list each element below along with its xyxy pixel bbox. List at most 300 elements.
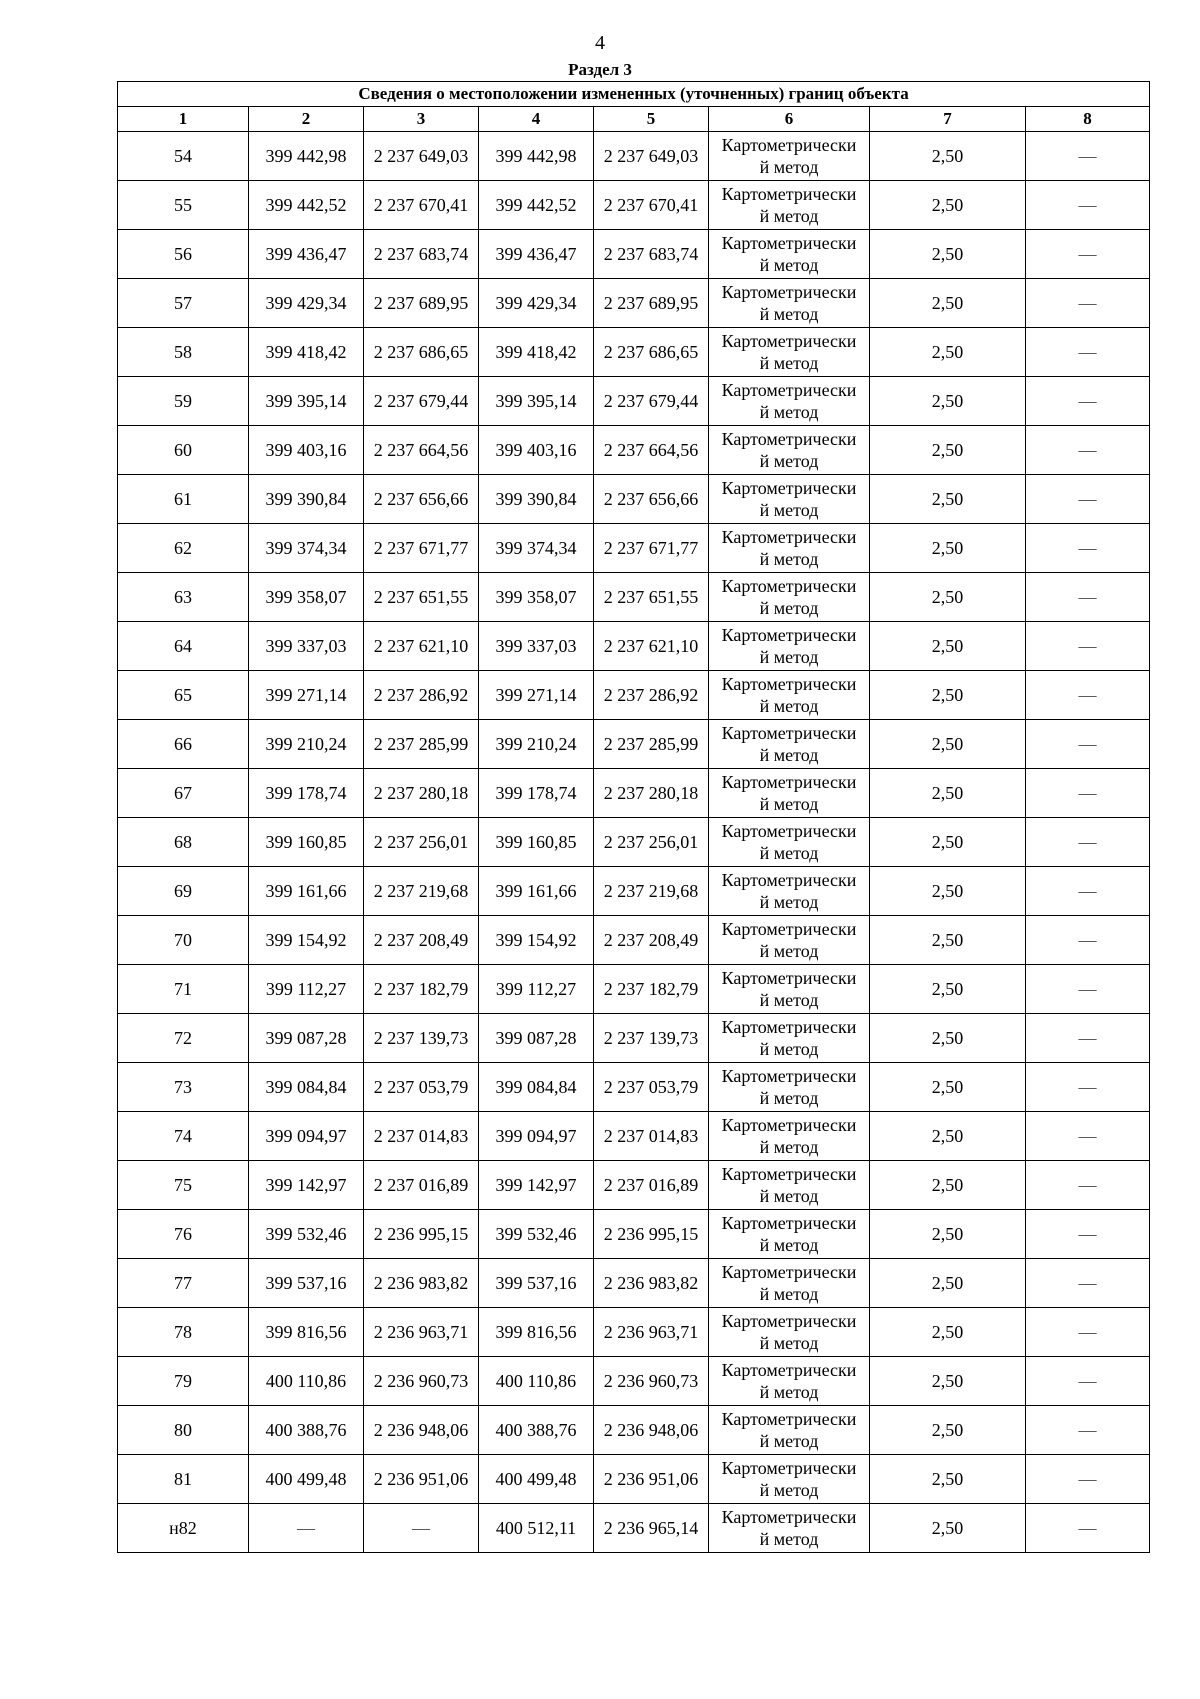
y-existing-cell: 2 237 664,56 bbox=[364, 426, 479, 475]
method-cell bbox=[709, 916, 870, 965]
y-existing-cell: 2 236 948,06 bbox=[364, 1406, 479, 1455]
method-text-line2: й метод bbox=[759, 1137, 819, 1157]
method-text-line2: й метод bbox=[759, 843, 819, 863]
method-text-line1: Картометрически bbox=[721, 821, 857, 841]
y-updated-cell: 2 237 621,10 bbox=[594, 622, 709, 671]
point-number-cell: 60 bbox=[118, 426, 249, 475]
table-row bbox=[118, 1259, 1150, 1308]
method-text-line1: Картометрически bbox=[721, 1507, 857, 1527]
y-existing-cell: 2 237 649,03 bbox=[364, 132, 479, 181]
note-cell: — bbox=[1026, 1063, 1150, 1112]
accuracy-cell: 2,50 bbox=[870, 475, 1026, 524]
y-existing-cell: 2 236 963,71 bbox=[364, 1308, 479, 1357]
point-number-cell: 77 bbox=[118, 1259, 249, 1308]
method-cell bbox=[709, 1210, 870, 1259]
y-existing-cell: 2 237 256,01 bbox=[364, 818, 479, 867]
table-row bbox=[118, 1014, 1150, 1063]
method-cell bbox=[709, 524, 870, 573]
note-cell: — bbox=[1026, 720, 1150, 769]
point-number-cell: 66 bbox=[118, 720, 249, 769]
y-updated-cell: 2 237 219,68 bbox=[594, 867, 709, 916]
y-updated-cell: 2 236 960,73 bbox=[594, 1357, 709, 1406]
method-text-line2: й метод bbox=[759, 1382, 819, 1402]
y-existing-cell: 2 237 671,77 bbox=[364, 524, 479, 573]
table-row bbox=[118, 720, 1150, 769]
accuracy-cell: 2,50 bbox=[870, 867, 1026, 916]
point-number-cell: 76 bbox=[118, 1210, 249, 1259]
method-text-line1: Картометрически bbox=[721, 233, 857, 253]
column-number: 2 bbox=[249, 107, 364, 132]
x-updated-cell: 399 178,74 bbox=[479, 769, 594, 818]
point-number-cell: 80 bbox=[118, 1406, 249, 1455]
x-updated-cell: 399 160,85 bbox=[479, 818, 594, 867]
method-cell bbox=[709, 769, 870, 818]
x-updated-cell: 399 087,28 bbox=[479, 1014, 594, 1063]
y-existing-cell: 2 237 651,55 bbox=[364, 573, 479, 622]
method-text-line1: Картометрически bbox=[721, 919, 857, 939]
y-existing-cell: 2 237 683,74 bbox=[364, 230, 479, 279]
y-updated-cell: 2 237 683,74 bbox=[594, 230, 709, 279]
point-number-cell: 67 bbox=[118, 769, 249, 818]
y-updated-cell: 2 237 679,44 bbox=[594, 377, 709, 426]
method-text-line1: Картометрически bbox=[721, 772, 857, 792]
x-updated-cell: 399 154,92 bbox=[479, 916, 594, 965]
accuracy-cell: 2,50 bbox=[870, 1210, 1026, 1259]
point-number-cell: н82 bbox=[118, 1504, 249, 1553]
method-text-line2: й метод bbox=[759, 451, 819, 471]
method-text-line1: Картометрически bbox=[721, 1066, 857, 1086]
note-cell: — bbox=[1026, 377, 1150, 426]
point-number-cell: 65 bbox=[118, 671, 249, 720]
method-cell bbox=[709, 867, 870, 916]
method-text-line1: Картометрически bbox=[721, 1409, 857, 1429]
point-number-cell: 72 bbox=[118, 1014, 249, 1063]
accuracy-cell: 2,50 bbox=[870, 671, 1026, 720]
table-row bbox=[118, 622, 1150, 671]
note-cell: — bbox=[1026, 524, 1150, 573]
x-existing-cell: 399 816,56 bbox=[249, 1308, 364, 1357]
method-text-line2: й метод bbox=[759, 1529, 819, 1549]
x-updated-cell: 400 512,11 bbox=[479, 1504, 594, 1553]
method-cell bbox=[709, 818, 870, 867]
y-existing-cell: 2 237 139,73 bbox=[364, 1014, 479, 1063]
y-updated-cell: 2 237 671,77 bbox=[594, 524, 709, 573]
table-row bbox=[118, 818, 1150, 867]
x-existing-cell: 399 094,97 bbox=[249, 1112, 364, 1161]
x-updated-cell: 399 142,97 bbox=[479, 1161, 594, 1210]
table-row bbox=[118, 475, 1150, 524]
note-cell: — bbox=[1026, 1357, 1150, 1406]
x-existing-cell: 399 390,84 bbox=[249, 475, 364, 524]
y-updated-cell: 2 237 016,89 bbox=[594, 1161, 709, 1210]
point-number-cell: 74 bbox=[118, 1112, 249, 1161]
point-number-cell: 55 bbox=[118, 181, 249, 230]
x-existing-cell: 399 436,47 bbox=[249, 230, 364, 279]
x-updated-cell: 399 337,03 bbox=[479, 622, 594, 671]
method-text-line1: Картометрически bbox=[721, 870, 857, 890]
method-text-line2: й метод bbox=[759, 206, 819, 226]
y-existing-cell: 2 237 182,79 bbox=[364, 965, 479, 1014]
y-existing-cell: 2 237 014,83 bbox=[364, 1112, 479, 1161]
accuracy-cell: 2,50 bbox=[870, 622, 1026, 671]
accuracy-cell: 2,50 bbox=[870, 1063, 1026, 1112]
method-text-line1: Картометрически bbox=[721, 135, 857, 155]
x-existing-cell: 399 178,74 bbox=[249, 769, 364, 818]
table-row bbox=[118, 573, 1150, 622]
y-updated-cell: 2 237 286,92 bbox=[594, 671, 709, 720]
accuracy-cell: 2,50 bbox=[870, 720, 1026, 769]
method-cell bbox=[709, 1504, 870, 1553]
y-updated-cell: 2 237 649,03 bbox=[594, 132, 709, 181]
accuracy-cell: 2,50 bbox=[870, 279, 1026, 328]
point-number-cell: 81 bbox=[118, 1455, 249, 1504]
method-cell bbox=[709, 671, 870, 720]
column-number-row bbox=[118, 107, 1150, 132]
x-existing-cell: 399 337,03 bbox=[249, 622, 364, 671]
method-cell bbox=[709, 1259, 870, 1308]
point-number-cell: 64 bbox=[118, 622, 249, 671]
method-cell bbox=[709, 426, 870, 475]
column-number: 8 bbox=[1026, 107, 1150, 132]
table-row bbox=[118, 230, 1150, 279]
column-number: 5 bbox=[594, 107, 709, 132]
x-existing-cell: 400 388,76 bbox=[249, 1406, 364, 1455]
y-existing-cell: 2 237 286,92 bbox=[364, 671, 479, 720]
point-number-cell: 57 bbox=[118, 279, 249, 328]
note-cell: — bbox=[1026, 818, 1150, 867]
y-updated-cell: 2 237 651,55 bbox=[594, 573, 709, 622]
method-text-line2: й метод bbox=[759, 353, 819, 373]
note-cell: — bbox=[1026, 1014, 1150, 1063]
y-updated-cell: 2 237 256,01 bbox=[594, 818, 709, 867]
x-updated-cell: 399 390,84 bbox=[479, 475, 594, 524]
note-cell: — bbox=[1026, 1406, 1150, 1455]
column-number: 1 bbox=[118, 107, 249, 132]
table-row bbox=[118, 426, 1150, 475]
method-text-line2: й метод bbox=[759, 255, 819, 275]
method-text-line1: Картометрически bbox=[721, 1311, 857, 1331]
method-cell bbox=[709, 1063, 870, 1112]
y-existing-cell: 2 237 280,18 bbox=[364, 769, 479, 818]
method-text-line2: й метод bbox=[759, 1088, 819, 1108]
y-updated-cell: 2 236 983,82 bbox=[594, 1259, 709, 1308]
x-existing-cell: 399 442,52 bbox=[249, 181, 364, 230]
note-cell: — bbox=[1026, 1112, 1150, 1161]
accuracy-cell: 2,50 bbox=[870, 573, 1026, 622]
method-text-line1: Картометрически bbox=[721, 674, 857, 694]
x-updated-cell: 399 161,66 bbox=[479, 867, 594, 916]
method-text-line2: й метод bbox=[759, 941, 819, 961]
y-existing-cell: 2 237 016,89 bbox=[364, 1161, 479, 1210]
point-number-cell: 75 bbox=[118, 1161, 249, 1210]
method-text-line2: й метод bbox=[759, 892, 819, 912]
y-existing-cell: 2 237 679,44 bbox=[364, 377, 479, 426]
method-cell bbox=[709, 1014, 870, 1063]
method-text-line1: Картометрически bbox=[721, 1213, 857, 1233]
note-cell: — bbox=[1026, 1259, 1150, 1308]
x-existing-cell: 399 142,97 bbox=[249, 1161, 364, 1210]
method-text-line2: й метод bbox=[759, 1039, 819, 1059]
y-updated-cell: 2 236 948,06 bbox=[594, 1406, 709, 1455]
x-updated-cell: 399 442,52 bbox=[479, 181, 594, 230]
point-number-cell: 78 bbox=[118, 1308, 249, 1357]
accuracy-cell: 2,50 bbox=[870, 230, 1026, 279]
note-cell: — bbox=[1026, 132, 1150, 181]
x-existing-cell: 399 395,14 bbox=[249, 377, 364, 426]
method-text-line2: й метод bbox=[759, 1186, 819, 1206]
accuracy-cell: 2,50 bbox=[870, 181, 1026, 230]
table-row bbox=[118, 328, 1150, 377]
method-text-line2: й метод bbox=[759, 500, 819, 520]
x-updated-cell: 399 429,34 bbox=[479, 279, 594, 328]
method-text-line1: Картометрически bbox=[721, 1017, 857, 1037]
method-cell bbox=[709, 1406, 870, 1455]
note-cell: — bbox=[1026, 1504, 1150, 1553]
table-row bbox=[118, 1406, 1150, 1455]
method-text-line1: Картометрически bbox=[721, 380, 857, 400]
accuracy-cell: 2,50 bbox=[870, 1259, 1026, 1308]
accuracy-cell: 2,50 bbox=[870, 818, 1026, 867]
x-updated-cell: 399 442,98 bbox=[479, 132, 594, 181]
table-row bbox=[118, 1112, 1150, 1161]
method-text-line1: Картометрически bbox=[721, 1458, 857, 1478]
method-text-line2: й метод bbox=[759, 696, 819, 716]
x-existing-cell: 399 374,34 bbox=[249, 524, 364, 573]
method-cell bbox=[709, 720, 870, 769]
method-text-line2: й метод bbox=[759, 157, 819, 177]
accuracy-cell: 2,50 bbox=[870, 377, 1026, 426]
accuracy-cell: 2,50 bbox=[870, 1357, 1026, 1406]
method-text-line1: Картометрически bbox=[721, 478, 857, 498]
table-caption: Сведения о местоположении измененных (уточненных) границ объекта bbox=[118, 82, 1150, 107]
note-cell: — bbox=[1026, 181, 1150, 230]
method-text-line2: й метод bbox=[759, 1235, 819, 1255]
point-number-cell: 61 bbox=[118, 475, 249, 524]
method-text-line1: Картометрически bbox=[721, 625, 857, 645]
x-existing-cell: 399 087,28 bbox=[249, 1014, 364, 1063]
accuracy-cell: 2,50 bbox=[870, 132, 1026, 181]
note-cell: — bbox=[1026, 573, 1150, 622]
x-updated-cell: 399 436,47 bbox=[479, 230, 594, 279]
y-existing-cell: 2 237 219,68 bbox=[364, 867, 479, 916]
method-cell bbox=[709, 475, 870, 524]
accuracy-cell: 2,50 bbox=[870, 426, 1026, 475]
x-updated-cell: 400 499,48 bbox=[479, 1455, 594, 1504]
note-cell: — bbox=[1026, 475, 1150, 524]
x-existing-cell: 399 271,14 bbox=[249, 671, 364, 720]
x-existing-cell: 399 403,16 bbox=[249, 426, 364, 475]
x-existing-cell: 399 112,27 bbox=[249, 965, 364, 1014]
table-row bbox=[118, 1357, 1150, 1406]
point-number-cell: 54 bbox=[118, 132, 249, 181]
accuracy-cell: 2,50 bbox=[870, 524, 1026, 573]
method-text-line1: Картометрически bbox=[721, 429, 857, 449]
method-cell bbox=[709, 1161, 870, 1210]
table-row bbox=[118, 1504, 1150, 1553]
accuracy-cell: 2,50 bbox=[870, 1112, 1026, 1161]
table-row bbox=[118, 1161, 1150, 1210]
point-number-cell: 62 bbox=[118, 524, 249, 573]
method-cell bbox=[709, 181, 870, 230]
method-text-line1: Картометрически bbox=[721, 527, 857, 547]
column-number: 3 bbox=[364, 107, 479, 132]
y-updated-cell: 2 237 656,66 bbox=[594, 475, 709, 524]
method-text-line2: й метод bbox=[759, 549, 819, 569]
table-row bbox=[118, 769, 1150, 818]
column-number: 6 bbox=[709, 107, 870, 132]
y-updated-cell: 2 237 664,56 bbox=[594, 426, 709, 475]
note-cell: — bbox=[1026, 426, 1150, 475]
note-cell: — bbox=[1026, 279, 1150, 328]
x-existing-cell: — bbox=[249, 1504, 364, 1553]
y-existing-cell: 2 237 053,79 bbox=[364, 1063, 479, 1112]
point-number-cell: 68 bbox=[118, 818, 249, 867]
y-updated-cell: 2 236 951,06 bbox=[594, 1455, 709, 1504]
x-existing-cell: 399 429,34 bbox=[249, 279, 364, 328]
y-updated-cell: 2 237 014,83 bbox=[594, 1112, 709, 1161]
method-text-line1: Картометрически bbox=[721, 1262, 857, 1282]
point-number-cell: 79 bbox=[118, 1357, 249, 1406]
y-updated-cell: 2 236 963,71 bbox=[594, 1308, 709, 1357]
table-row bbox=[118, 377, 1150, 426]
column-number: 7 bbox=[870, 107, 1026, 132]
table-row bbox=[118, 181, 1150, 230]
method-cell bbox=[709, 1112, 870, 1161]
x-updated-cell: 399 358,07 bbox=[479, 573, 594, 622]
y-existing-cell: 2 237 686,65 bbox=[364, 328, 479, 377]
page-number: 4 bbox=[595, 32, 605, 54]
y-existing-cell: 2 237 285,99 bbox=[364, 720, 479, 769]
y-updated-cell: 2 237 689,95 bbox=[594, 279, 709, 328]
y-updated-cell: 2 237 670,41 bbox=[594, 181, 709, 230]
method-text-line1: Картометрически bbox=[721, 1360, 857, 1380]
method-text-line2: й метод bbox=[759, 647, 819, 667]
x-updated-cell: 400 110,86 bbox=[479, 1357, 594, 1406]
note-cell: — bbox=[1026, 671, 1150, 720]
note-cell: — bbox=[1026, 622, 1150, 671]
y-existing-cell: 2 236 951,06 bbox=[364, 1455, 479, 1504]
method-text-line1: Картометрически bbox=[721, 723, 857, 743]
y-updated-cell: 2 237 280,18 bbox=[594, 769, 709, 818]
y-existing-cell: — bbox=[364, 1504, 479, 1553]
x-existing-cell: 399 532,46 bbox=[249, 1210, 364, 1259]
y-updated-cell: 2 237 285,99 bbox=[594, 720, 709, 769]
y-existing-cell: 2 237 621,10 bbox=[364, 622, 479, 671]
x-updated-cell: 399 395,14 bbox=[479, 377, 594, 426]
accuracy-cell: 2,50 bbox=[870, 1504, 1026, 1553]
x-existing-cell: 399 161,66 bbox=[249, 867, 364, 916]
x-updated-cell: 399 084,84 bbox=[479, 1063, 594, 1112]
table-row bbox=[118, 1455, 1150, 1504]
x-existing-cell: 399 160,85 bbox=[249, 818, 364, 867]
y-existing-cell: 2 236 983,82 bbox=[364, 1259, 479, 1308]
x-updated-cell: 399 112,27 bbox=[479, 965, 594, 1014]
table-row bbox=[118, 1210, 1150, 1259]
y-existing-cell: 2 237 208,49 bbox=[364, 916, 479, 965]
accuracy-cell: 2,50 bbox=[870, 1161, 1026, 1210]
method-cell bbox=[709, 1308, 870, 1357]
method-text-line2: й метод bbox=[759, 1480, 819, 1500]
point-number-cell: 73 bbox=[118, 1063, 249, 1112]
point-number-cell: 59 bbox=[118, 377, 249, 426]
y-updated-cell: 2 236 995,15 bbox=[594, 1210, 709, 1259]
accuracy-cell: 2,50 bbox=[870, 916, 1026, 965]
method-cell bbox=[709, 1455, 870, 1504]
note-cell: — bbox=[1026, 965, 1150, 1014]
x-updated-cell: 399 374,34 bbox=[479, 524, 594, 573]
y-existing-cell: 2 237 656,66 bbox=[364, 475, 479, 524]
method-cell bbox=[709, 328, 870, 377]
y-updated-cell: 2 237 208,49 bbox=[594, 916, 709, 965]
table-row bbox=[118, 867, 1150, 916]
boundary-coordinates-table bbox=[117, 81, 1150, 1553]
x-updated-cell: 399 094,97 bbox=[479, 1112, 594, 1161]
method-text-line1: Картометрически bbox=[721, 282, 857, 302]
method-cell bbox=[709, 279, 870, 328]
x-updated-cell: 400 388,76 bbox=[479, 1406, 594, 1455]
table-row bbox=[118, 132, 1150, 181]
y-updated-cell: 2 237 053,79 bbox=[594, 1063, 709, 1112]
note-cell: — bbox=[1026, 769, 1150, 818]
point-number-cell: 58 bbox=[118, 328, 249, 377]
x-existing-cell: 399 084,84 bbox=[249, 1063, 364, 1112]
x-existing-cell: 399 537,16 bbox=[249, 1259, 364, 1308]
y-updated-cell: 2 236 965,14 bbox=[594, 1504, 709, 1553]
x-updated-cell: 399 418,42 bbox=[479, 328, 594, 377]
x-existing-cell: 399 418,42 bbox=[249, 328, 364, 377]
x-existing-cell: 399 210,24 bbox=[249, 720, 364, 769]
table-row bbox=[118, 1063, 1150, 1112]
x-updated-cell: 399 532,46 bbox=[479, 1210, 594, 1259]
x-existing-cell: 400 499,48 bbox=[249, 1455, 364, 1504]
method-cell bbox=[709, 965, 870, 1014]
point-number-cell: 69 bbox=[118, 867, 249, 916]
point-number-cell: 56 bbox=[118, 230, 249, 279]
method-text-line2: й метод bbox=[759, 1431, 819, 1451]
x-updated-cell: 399 210,24 bbox=[479, 720, 594, 769]
method-cell bbox=[709, 132, 870, 181]
method-cell bbox=[709, 377, 870, 426]
method-text-line2: й метод bbox=[759, 402, 819, 422]
note-cell: — bbox=[1026, 1308, 1150, 1357]
note-cell: — bbox=[1026, 328, 1150, 377]
note-cell: — bbox=[1026, 867, 1150, 916]
point-number-cell: 71 bbox=[118, 965, 249, 1014]
note-cell: — bbox=[1026, 1161, 1150, 1210]
accuracy-cell: 2,50 bbox=[870, 769, 1026, 818]
x-existing-cell: 399 154,92 bbox=[249, 916, 364, 965]
x-existing-cell: 400 110,86 bbox=[249, 1357, 364, 1406]
point-number-cell: 63 bbox=[118, 573, 249, 622]
x-updated-cell: 399 403,16 bbox=[479, 426, 594, 475]
accuracy-cell: 2,50 bbox=[870, 1406, 1026, 1455]
method-text-line2: й метод bbox=[759, 745, 819, 765]
table-row bbox=[118, 671, 1150, 720]
method-text-line2: й метод bbox=[759, 794, 819, 814]
method-text-line1: Картометрически bbox=[721, 1164, 857, 1184]
accuracy-cell: 2,50 bbox=[870, 965, 1026, 1014]
table-row bbox=[118, 1308, 1150, 1357]
note-cell: — bbox=[1026, 230, 1150, 279]
table-row bbox=[118, 916, 1150, 965]
note-cell: — bbox=[1026, 916, 1150, 965]
column-number: 4 bbox=[479, 107, 594, 132]
method-text-line1: Картометрически bbox=[721, 331, 857, 351]
table-row bbox=[118, 965, 1150, 1014]
method-text-line2: й метод bbox=[759, 990, 819, 1010]
note-cell: — bbox=[1026, 1210, 1150, 1259]
method-text-line1: Картометрически bbox=[721, 184, 857, 204]
